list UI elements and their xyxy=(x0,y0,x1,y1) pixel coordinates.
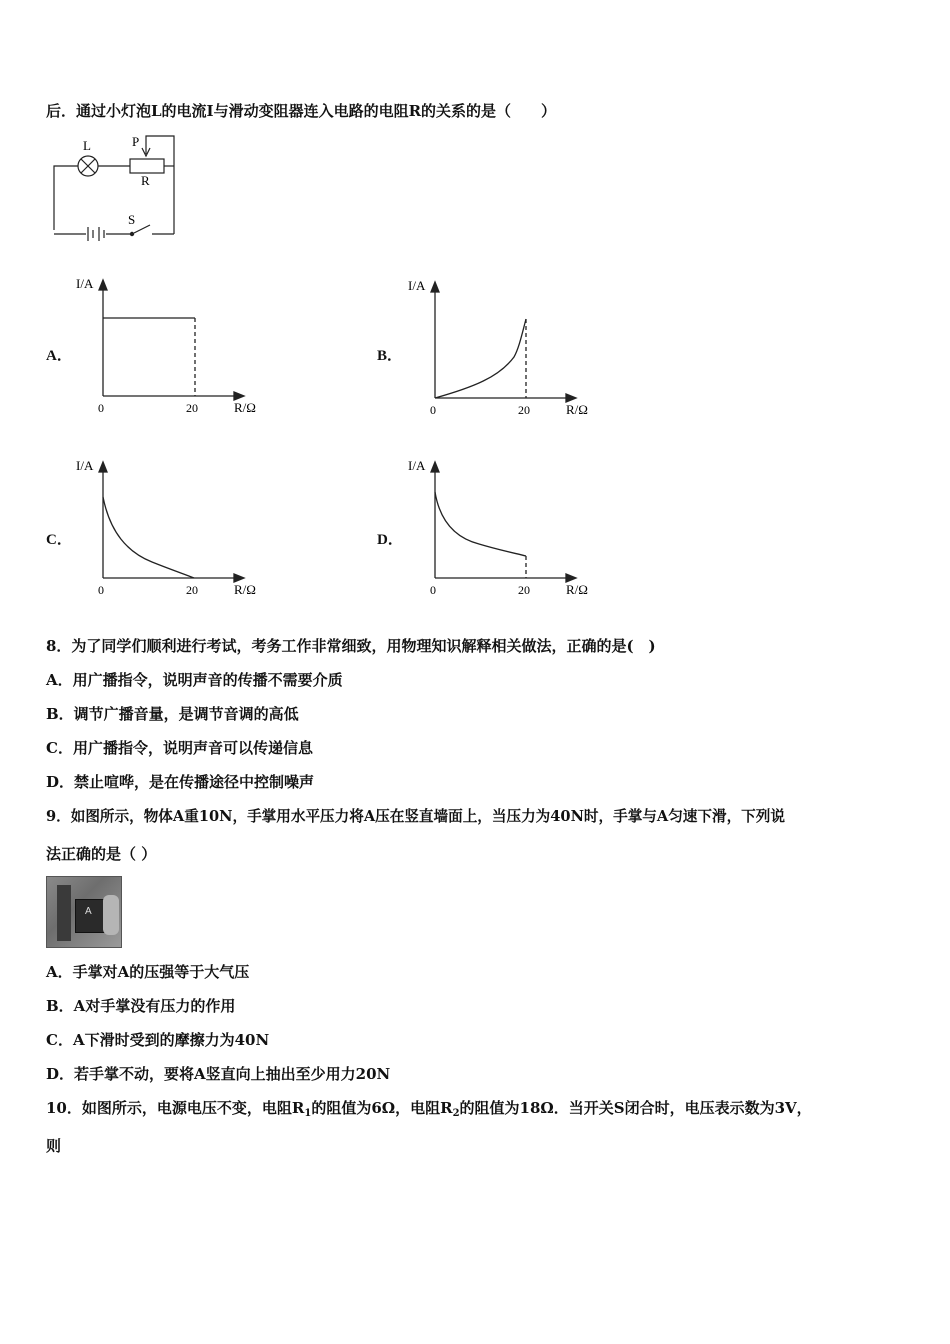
q10-sub1: 1 xyxy=(304,1108,312,1119)
switch-symbol xyxy=(134,225,150,233)
q8-stem: 8．为了同学们顺利进行考试，考务工作非常细致，用物理知识解释相关做法，正确的是( ) xyxy=(46,637,656,655)
q7-stem: 后．通过小灯泡L的电流I与滑动变阻器连入电路的电阻R的关系的是（ ） xyxy=(46,102,557,120)
graph-c-xtick: 20 xyxy=(186,583,198,597)
graph-d-ylabel: I/A xyxy=(408,458,426,473)
option-b-label: B． xyxy=(377,348,403,364)
q9-option-c: C．A下滑时受到的摩擦力为40N xyxy=(46,1031,270,1049)
graph-a-xtick: 20 xyxy=(186,401,198,415)
q8-option-c: C．用广播指令，说明声音可以传递信息 xyxy=(46,739,313,757)
switch-label: S xyxy=(128,212,136,227)
q9-option-b: B．A对手掌没有压力的作用 xyxy=(46,997,236,1015)
resistor-label: R xyxy=(141,173,150,188)
q10-sub2: 2 xyxy=(452,1108,460,1119)
q8-option-a: A．用广播指令，说明声音的传播不需要介质 xyxy=(46,671,343,689)
resistor-symbol xyxy=(130,159,164,173)
q9-option-a: A．手掌对A的压强等于大气压 xyxy=(46,963,250,981)
wall-block-photo xyxy=(46,876,122,948)
lamp-label: L xyxy=(83,138,91,153)
graph-a-ylabel: I/A xyxy=(76,276,94,291)
graph-d xyxy=(404,452,604,602)
graph-b-origin: 0 xyxy=(430,403,436,417)
q10-stem-line1 xyxy=(46,1098,812,1124)
q8-option-b: B．调节广播音量，是调节音调的高低 xyxy=(46,705,299,723)
graph-b xyxy=(404,272,604,422)
option-c-label: C． xyxy=(46,532,72,548)
q10-text-b: 的阻值为6Ω，电阻R xyxy=(311,1099,453,1117)
q9-option-d: D．若手掌不动，要将A竖直向上抽出至少用力20N xyxy=(46,1065,391,1083)
q10-stem-line2: 则 xyxy=(46,1137,62,1155)
slider-label: P xyxy=(132,134,140,149)
block-a-label: A xyxy=(85,906,92,917)
graph-d-origin: 0 xyxy=(430,583,436,597)
q10-text-a: 10．如图所示，电源电压不变，电阻R xyxy=(46,1099,305,1117)
graph-d-curve xyxy=(435,492,526,556)
circuit-diagram xyxy=(46,132,186,244)
graph-c xyxy=(72,452,272,602)
q9-stem-line1: 9．如图所示，物体A重10N，手掌用水平压力将A压在竖直墙面上，当压力为40N时，手掌与A匀速下滑，下列说 xyxy=(46,808,785,825)
graph-b-curve xyxy=(435,319,526,398)
q8-option-d: D．禁止喧哗，是在传播途径中控制噪声 xyxy=(46,773,315,791)
wall-shape xyxy=(57,885,71,941)
hand-shape xyxy=(103,895,119,935)
graph-c-origin: 0 xyxy=(98,583,104,597)
graph-a xyxy=(72,270,272,420)
option-a-label: A． xyxy=(46,348,72,364)
option-d-label: D． xyxy=(377,532,403,548)
graph-a-origin: 0 xyxy=(98,401,104,415)
graph-c-ylabel: I/A xyxy=(76,458,94,473)
graph-b-xtick: 20 xyxy=(518,403,530,417)
graph-a-xlabel: R/Ω xyxy=(234,400,256,415)
graph-d-xtick: 20 xyxy=(518,583,530,597)
graph-b-ylabel: I/A xyxy=(408,278,426,293)
graph-c-xlabel: R/Ω xyxy=(234,582,256,597)
graph-b-xlabel: R/Ω xyxy=(566,402,588,417)
graph-c-curve xyxy=(103,497,194,578)
graph-d-xlabel: R/Ω xyxy=(566,582,588,597)
q10-text-c: 的阻值为18Ω．当开关S闭合时，电压表示数为3V， xyxy=(459,1099,812,1117)
q9-stem-line2: 法正确的是（ ） xyxy=(46,845,157,863)
